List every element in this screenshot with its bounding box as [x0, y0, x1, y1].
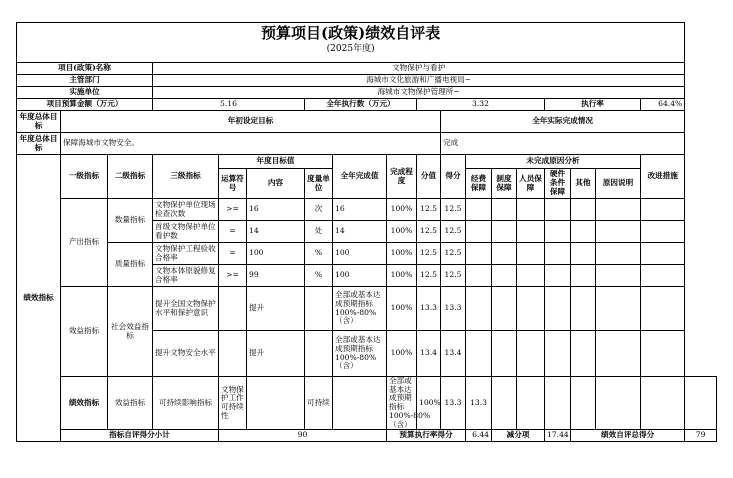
table-row-unit	[305, 331, 333, 377]
section-sustain: 可持续影响指标	[153, 377, 219, 430]
page-subtitle: (2025年度)	[326, 44, 375, 55]
goal-initial-text: 保障海城市文物安全。	[61, 133, 441, 155]
table-row-pct: 100%	[387, 331, 417, 377]
header-score-value: 分值	[417, 155, 441, 199]
exec-value: 3.32	[417, 99, 545, 111]
table-row-done: 100	[333, 243, 387, 265]
table-row-unit	[305, 287, 333, 331]
table-row-done: 100	[333, 265, 387, 287]
header-unit: 度量单位	[305, 169, 333, 199]
table-row-content: 16	[247, 199, 305, 221]
header-measure: 改进措施	[641, 155, 685, 199]
table-row-op	[219, 331, 247, 377]
table-row-sc: 12.5	[441, 243, 466, 265]
table-row-sv: 12.5	[417, 199, 441, 221]
table-row-pct: 100%	[387, 221, 417, 243]
deduct-value: 17.44	[545, 430, 571, 442]
goal-initial-header: 年初设定目标	[61, 111, 441, 133]
impl-label: 实施单位	[17, 87, 153, 99]
table-row-op: =	[219, 221, 247, 243]
rate-label: 执行率	[545, 99, 641, 111]
table-row-name: 首级文物保护单位看护数	[153, 221, 219, 243]
table-row-sv: 13.3	[417, 287, 441, 331]
subtotal-value: 90	[219, 430, 387, 442]
table-row-name: 文物保护工作可持续性	[219, 377, 247, 430]
table-row-name: 文物本体原貌修复合格率	[153, 265, 219, 287]
budget-score-label: 预算执行率得分	[387, 430, 466, 442]
budget-label: 项目预算金额（万元）	[17, 99, 153, 111]
goal-actual-text: 完成	[441, 133, 685, 155]
project-name: 文物保护与看护	[153, 63, 685, 75]
header-r2: 制度保障	[492, 169, 517, 199]
section-quantity: 数量指标	[108, 199, 153, 243]
table-row-unit: 次	[305, 199, 333, 221]
exec-label: 全年执行数（万元）	[305, 99, 417, 111]
table-row-sc: 13.3	[441, 287, 466, 331]
budget-score-value: 6.44	[466, 430, 492, 442]
evaluation-table	[16, 22, 717, 442]
dept-value: 海城市文化旅游和广播电视局~	[153, 75, 685, 87]
header-r5: 其他	[571, 169, 596, 199]
table-row-unit	[333, 377, 387, 430]
table-row-done: 14	[333, 221, 387, 243]
table-row-done: 全部或基本达成预期指标100%-80%（含）	[387, 377, 417, 430]
header-level2: 二级指标	[108, 155, 153, 199]
table-row-unit: %	[305, 243, 333, 265]
table-row-sv: 13.3	[441, 377, 466, 430]
table-row-unit: 处	[305, 221, 333, 243]
header-completion: 完成程度	[387, 155, 417, 199]
table-row-pct: 100%	[387, 287, 417, 331]
total-label: 绩效自评总得分	[571, 430, 685, 442]
table-row-name: 文物保护单位现场检查次数	[153, 199, 219, 221]
rate-value: 64.4%	[641, 99, 685, 111]
goal-label: 年度总体目标	[17, 111, 61, 133]
table-row-name: 提升全国文物保护水平和保护意识	[153, 287, 219, 331]
table-row-done: 全部或基本达成预期指标100%-80%（含）	[333, 331, 387, 377]
table-row-content: 提升	[247, 331, 305, 377]
table-row-sc: 13.3	[466, 377, 492, 430]
section-benefit-2: 效益指标	[108, 377, 153, 430]
table-row-pct: 100%	[417, 377, 441, 430]
table-row-sv: 13.4	[417, 331, 441, 377]
header-r4: 硬件条件保障	[545, 169, 571, 199]
header-reasons: 未完成原因分析	[466, 155, 641, 169]
impl-value: 海城市文物保护管理所~	[153, 87, 685, 99]
table-row-pct: 100%	[387, 243, 417, 265]
table-row-sv: 12.5	[417, 243, 441, 265]
header-r6: 原因说明	[596, 169, 641, 199]
table-row-pct: 100%	[387, 199, 417, 221]
total-value: 79	[685, 430, 717, 442]
header-level1: 一级指标	[61, 155, 108, 199]
table-row-content: 可持续	[305, 377, 333, 430]
table-row-name: 提升文物安全水平	[153, 331, 219, 377]
page-title: 预算项目(政策)绩效自评表	[261, 24, 441, 42]
dept-label: 主管部门	[17, 75, 153, 87]
table-row-content: 99	[247, 265, 305, 287]
header-annual-done: 全年完成值	[333, 155, 387, 199]
header-r1: 经费保障	[466, 169, 492, 199]
section-benefit: 效益指标	[61, 287, 108, 377]
table-row-done: 全部或基本达成预期指标100%-80%（含）	[333, 287, 387, 331]
project-name-label: 项目(政策)名称	[17, 63, 153, 75]
header-level3: 三级指标	[153, 155, 219, 199]
table-row-op: =	[219, 243, 247, 265]
table-row-content: 提升	[247, 287, 305, 331]
header-operator: 运算符号	[219, 169, 247, 199]
table-row-sv: 12.5	[417, 221, 441, 243]
goal-actual-header: 全年实际完成情况	[441, 111, 685, 133]
table-row-sc: 12.5	[441, 199, 466, 221]
table-row-content: 14	[247, 221, 305, 243]
table-row-content: 100	[247, 243, 305, 265]
table-row-sv: 12.5	[417, 265, 441, 287]
subtotal-label: 指标自评得分小计	[61, 430, 219, 442]
section-output: 产出指标	[61, 199, 108, 287]
table-row-op	[219, 287, 247, 331]
budget-value: 5.16	[153, 99, 305, 111]
perf-indicator-label: 绩效指标	[17, 155, 61, 442]
section-social: 社会效益指标	[108, 287, 153, 377]
table-row-pct: 100%	[387, 265, 417, 287]
perf-indicator-label-2: 绩效指标	[61, 377, 108, 430]
table-row-done: 16	[333, 199, 387, 221]
table-row-sc: 12.5	[441, 221, 466, 243]
table-row-op: >=	[219, 265, 247, 287]
deduct-label: 减分项	[492, 430, 545, 442]
header-content: 内容	[247, 169, 305, 199]
table-row-op: >=	[219, 199, 247, 221]
table-row-name: 文物保护工程验收合格率	[153, 243, 219, 265]
header-annual-target: 年度目标值	[219, 155, 333, 169]
table-row-op	[247, 377, 305, 430]
header-score: 得分	[441, 155, 466, 199]
header-r3: 人员保障	[517, 169, 545, 199]
table-row-unit: %	[305, 265, 333, 287]
goal-label-2: 年度总体目标	[17, 133, 61, 155]
section-quality: 质量指标	[108, 243, 153, 287]
table-row-sc: 13.4	[441, 331, 466, 377]
table-row-sc: 12.5	[441, 265, 466, 287]
